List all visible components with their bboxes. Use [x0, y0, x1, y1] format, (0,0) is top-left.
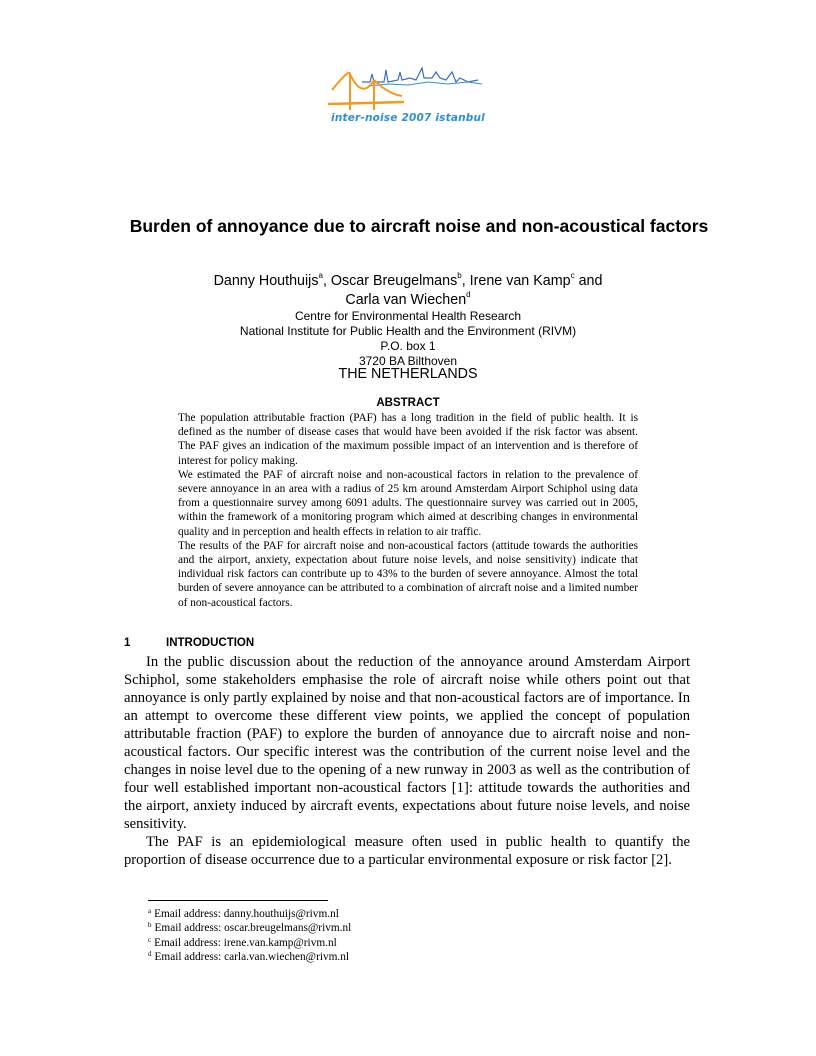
footnote-text: Email address: carla.van.wiechen@rivm.nl: [154, 950, 350, 963]
footnote-text: Email address: irene.van.kamp@rivm.nl: [154, 936, 337, 949]
skyline-line-2: [368, 82, 482, 86]
footnote-text: Email address: danny.houthuijs@rivm.nl: [154, 908, 339, 920]
footnote: [148, 950, 351, 964]
footnote-text: Email address: oscar.breugelmans@rivm.nl: [154, 922, 352, 935]
affiliation-country: THE NETHERLANDS: [338, 366, 478, 382]
author-conjunction: and: [578, 273, 603, 289]
affiliation-line: P.O. box 1: [380, 339, 436, 353]
abstract-heading: ABSTRACT: [376, 397, 440, 409]
footnote: [148, 936, 351, 950]
footnote: [148, 921, 351, 935]
section-number: 1: [124, 637, 131, 649]
affiliation-line: National Institute for Public Health and the Environment (RIVM): [239, 324, 577, 338]
footnote: [148, 907, 351, 921]
section-heading: [124, 637, 254, 649]
logo-text: inter-noise 2007 istanbul: [331, 112, 485, 124]
footnote-separator: [148, 900, 328, 901]
author-name: Carla van Wiechen: [345, 292, 467, 308]
footnote-mark: b: [148, 921, 152, 930]
affiliation-line: 3720 BA Bilthoven: [358, 354, 458, 368]
section-title: INTRODUCTION: [166, 637, 255, 649]
author-list: Danny Houthuijs$^a$, Oscar Breugelmans$^b$, Irene van Kamp$^c$ and Carla van Wiechen$^d$: [213, 271, 603, 308]
paper-title: Burden of annoyance due to aircraft noise and non-acoustical factors: [129, 216, 709, 236]
abstract-paragraph: The population attributable fraction (PAF) has a long tradition in the field of public health. It is defined as the number of disease cases that would have been avoided if the risk factor was absent. The PAF gives an indication of the maximum possible impact of an intervention and is therefore of interest for policy making.: [178, 412, 638, 467]
section-body: [124, 653, 690, 869]
skyline-line: [362, 68, 478, 82]
footnote-mark: a: [148, 907, 152, 915]
author-mark: b: [457, 271, 462, 280]
body-paragraph: In the public discussion about the reduction of the annoyance around Amsterdam Airport Schiphol, some stakeholders emphasise the role of aircraft noise while others point out that annoyance is only partly explained by noise and that non-acoustical factors are of importance. In an attempt to overcome these different view points, we applied the concept of population attributable fraction (PAF) to explore the burden of annoyance due to aircraft noise and non-acoustical factors. Our specific interest was the contribution of the current noise level and the changes in noise level due to the opening of a new runway in 2003 as well as the contribution of four well established important non-acoustical factors [1]: attitude towards the authorities and the airport, anxiety induced by aircraft events, expectations about future noise levels, and noise sensitivity.: [124, 654, 690, 832]
abstract-paragraph: The results of the PAF for aircraft noise and non-acoustical factors (attitude towards the authorities and the airport, anxiety, expectation about future noise levels, and noise sensitivity) indicate that individual risk factors can contribute up to 43% to the burden of severe annoyance. Almost the total burden of severe annoyance can be attributed to a combination of aircraft noise and a limited number of non-acoustical factors.: [178, 539, 638, 609]
author-name: Danny Houthuijs: [213, 273, 319, 289]
author-name: Oscar Breugelmans: [330, 273, 458, 289]
footnotes: [148, 907, 351, 964]
author-mark: c: [570, 271, 575, 280]
bridge-icon: [328, 73, 404, 110]
author-name: Irene van Kamp: [469, 273, 571, 289]
abstract-body: [178, 411, 638, 610]
abstract-paragraph: We estimated the PAF of aircraft noise and non-acoustical factors in relation to the prevalence of severe annoyance in an area with a radius of 25 km around Amsterdam Airport Schiphol using data from a questionnaire survey among 6091 adults. The questionnaire survey was carried out in 2005, within the framework of a monitoring program which aimed at describing changes in environmental quality and in perception and health effects in relation to air traffic.: [178, 468, 638, 538]
author-mark: a: [318, 271, 323, 280]
body-paragraph: The PAF is an epidemiological measure often used in public health to quantify the proportion of disease occurrence due to a particular environmental exposure or risk factor [2].: [124, 834, 690, 868]
author-mark: d: [466, 290, 471, 299]
footnote-mark: d: [148, 949, 152, 958]
footnote-mark: c: [148, 935, 152, 944]
affiliation-line: Centre for Environmental Health Research: [294, 309, 522, 323]
